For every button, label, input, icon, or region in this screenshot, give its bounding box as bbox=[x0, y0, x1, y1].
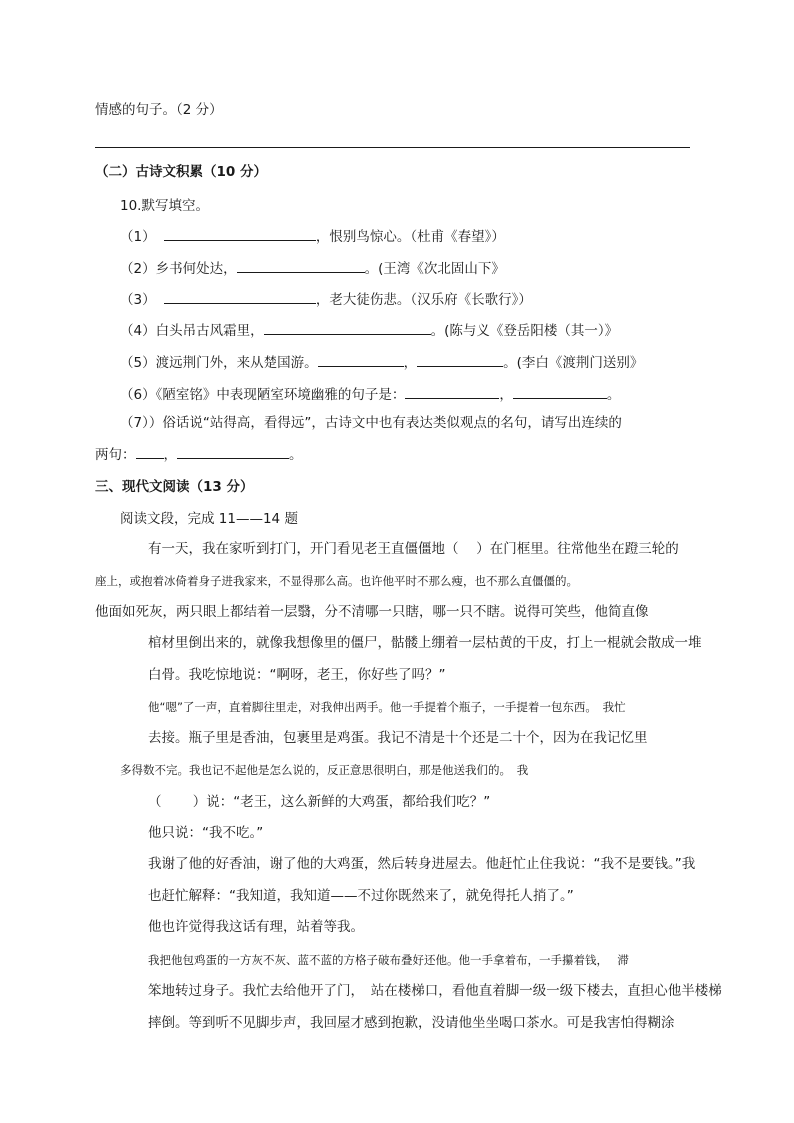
section3-heading: 三、现代文阅读（13 分） bbox=[95, 479, 254, 495]
q10-title: 10.默写填空。 bbox=[120, 198, 209, 214]
answer-blank[interactable] bbox=[237, 258, 365, 273]
passage-line: 白骨。我吃惊地说：“啊呀，老王，你好些了吗？” bbox=[148, 667, 446, 683]
answer-blank[interactable] bbox=[318, 352, 404, 367]
item-number: （4） bbox=[120, 323, 156, 339]
q10-item-3 bbox=[120, 289, 532, 310]
item-text: 。(王湾《次北固山下》 bbox=[364, 261, 505, 277]
item-text: 两句： bbox=[95, 447, 136, 463]
passage-line: 座上，或抱着冰倚着身子进我家来，不显得那么高。也许他平时不那么瘦，也不那么直僵僵的。 bbox=[95, 574, 578, 588]
passage-line: （ ）说：“老王，这么新鲜的大鸡蛋，都给我们吃？” bbox=[148, 794, 491, 810]
answer-blank[interactable] bbox=[164, 226, 316, 241]
item-text: 《陋室铭》中表现陋室环境幽雅的句子是： bbox=[155, 387, 406, 403]
answer-blank[interactable] bbox=[417, 352, 503, 367]
q10-item-6 bbox=[120, 384, 620, 405]
item-number: （5） bbox=[120, 355, 156, 371]
item-text: 。(李白《渡荆门送别》 bbox=[503, 355, 644, 371]
item-text: 乡书何处达， bbox=[155, 261, 237, 277]
item-text: 。 bbox=[606, 387, 621, 403]
passage-line: 他也许觉得我这话有理，站着等我。 bbox=[148, 919, 364, 935]
q10-item-4 bbox=[120, 320, 618, 341]
answer-blank[interactable] bbox=[136, 444, 164, 459]
passage-line: 他“嗯”了一声，直着脚往里走，对我伸出两手。他一手提着个瓶子，一手提着一包东西。 我忙 bbox=[148, 700, 626, 714]
answer-blank[interactable] bbox=[164, 289, 316, 304]
intro-line: 情感的句子。（2 分） bbox=[95, 102, 223, 118]
item-text: ， bbox=[403, 355, 418, 371]
item-text: 。(陈与义《登岳阳楼（其一）》 bbox=[430, 323, 619, 339]
passage-line: 棺材里倒出来的，就像我想像里的僵尸，骷髅上绷着一层枯黄的干皮，打上一棍就会散成一堆 bbox=[148, 635, 702, 651]
passage-line: 摔倒。等到听不见脚步声，我回屋才感到抱歉，没请他坐坐喝口茶水。可是我害怕得糊涂 bbox=[148, 1015, 675, 1031]
answer-blank[interactable] bbox=[513, 384, 607, 399]
passage-line: 笨地转过身子。我忙去给他开了门， 站在楼梯口，看他直着脚一级一级下楼去，直担心他半楼梯 bbox=[148, 983, 722, 999]
item-text: ， bbox=[499, 387, 513, 403]
item-text: ，恨别鸟惊心。（杜甫《春望》） bbox=[315, 229, 505, 245]
item-text: 白头吊古风霜里， bbox=[155, 323, 264, 339]
passage-line: 他面如死灰，两只眼上都结着一层翳，分不清哪一只瞎，哪一只不瞎。说得可笑些，他简直像 bbox=[95, 604, 649, 620]
item-text: ，老大徒伤悲。（汉乐府《长歌行》） bbox=[315, 292, 532, 308]
reading-instruction: 阅读文段，完成 11——14 题 bbox=[120, 511, 298, 527]
passage-line: 我把他包鸡蛋的一方灰不灰、蓝不蓝的方格子破布叠好还他。他一手拿着布，一手攥着钱， 滞 bbox=[148, 953, 629, 967]
item-number: （7） bbox=[120, 415, 149, 431]
answer-blank[interactable] bbox=[405, 384, 499, 399]
passage-line: 有一天，我在家听到打门，开门看见老王直僵僵地（ ）在门框里。往常他坐在蹬三轮的 bbox=[148, 541, 679, 557]
passage-line: 也赶忙解释：“我知道，我知道——不过你既然来了，就免得托人捎了。” bbox=[148, 888, 574, 904]
item-number: （6） bbox=[120, 387, 156, 403]
item-text: ， bbox=[163, 447, 177, 463]
section2-heading: （二）古诗文积累（10 分） bbox=[95, 164, 267, 180]
q10-item-1 bbox=[120, 226, 505, 247]
q10-item-7-cont bbox=[95, 444, 303, 465]
item-number: （2） bbox=[120, 261, 156, 277]
item-number: （3） bbox=[120, 292, 156, 308]
passage-line: 他只说：“我不吃。” bbox=[148, 825, 264, 841]
answer-blank[interactable] bbox=[177, 444, 289, 459]
q10-item-7 bbox=[120, 413, 622, 433]
passage-line: 去接。瓶子里是香油，包裹里是鸡蛋。我记不清是十个还是二十个，因为在我记忆里 bbox=[148, 730, 648, 746]
q10-item-2 bbox=[120, 258, 505, 279]
answer-blank[interactable] bbox=[264, 320, 431, 335]
answer-rule bbox=[95, 147, 690, 148]
q10-item-5 bbox=[120, 352, 643, 373]
passage-line: 我谢了他的好香油，谢了他的大鸡蛋，然后转身进屋去。他赶忙止住我说：“我不是要钱。”我 bbox=[148, 856, 696, 872]
item-number: （1） bbox=[120, 229, 156, 245]
item-text: ）俗话说“站得高，看得远”，古诗文中也有表达类似观点的名句，请写出连续的 bbox=[148, 415, 622, 431]
item-text: 渡远荆门外，来从楚国游。 bbox=[155, 355, 318, 371]
item-text: 。 bbox=[289, 447, 303, 463]
passage-line: 多得数不完。我也记不起他是怎么说的，反正意思很明白，那是他送我们的。 我 bbox=[120, 763, 529, 777]
